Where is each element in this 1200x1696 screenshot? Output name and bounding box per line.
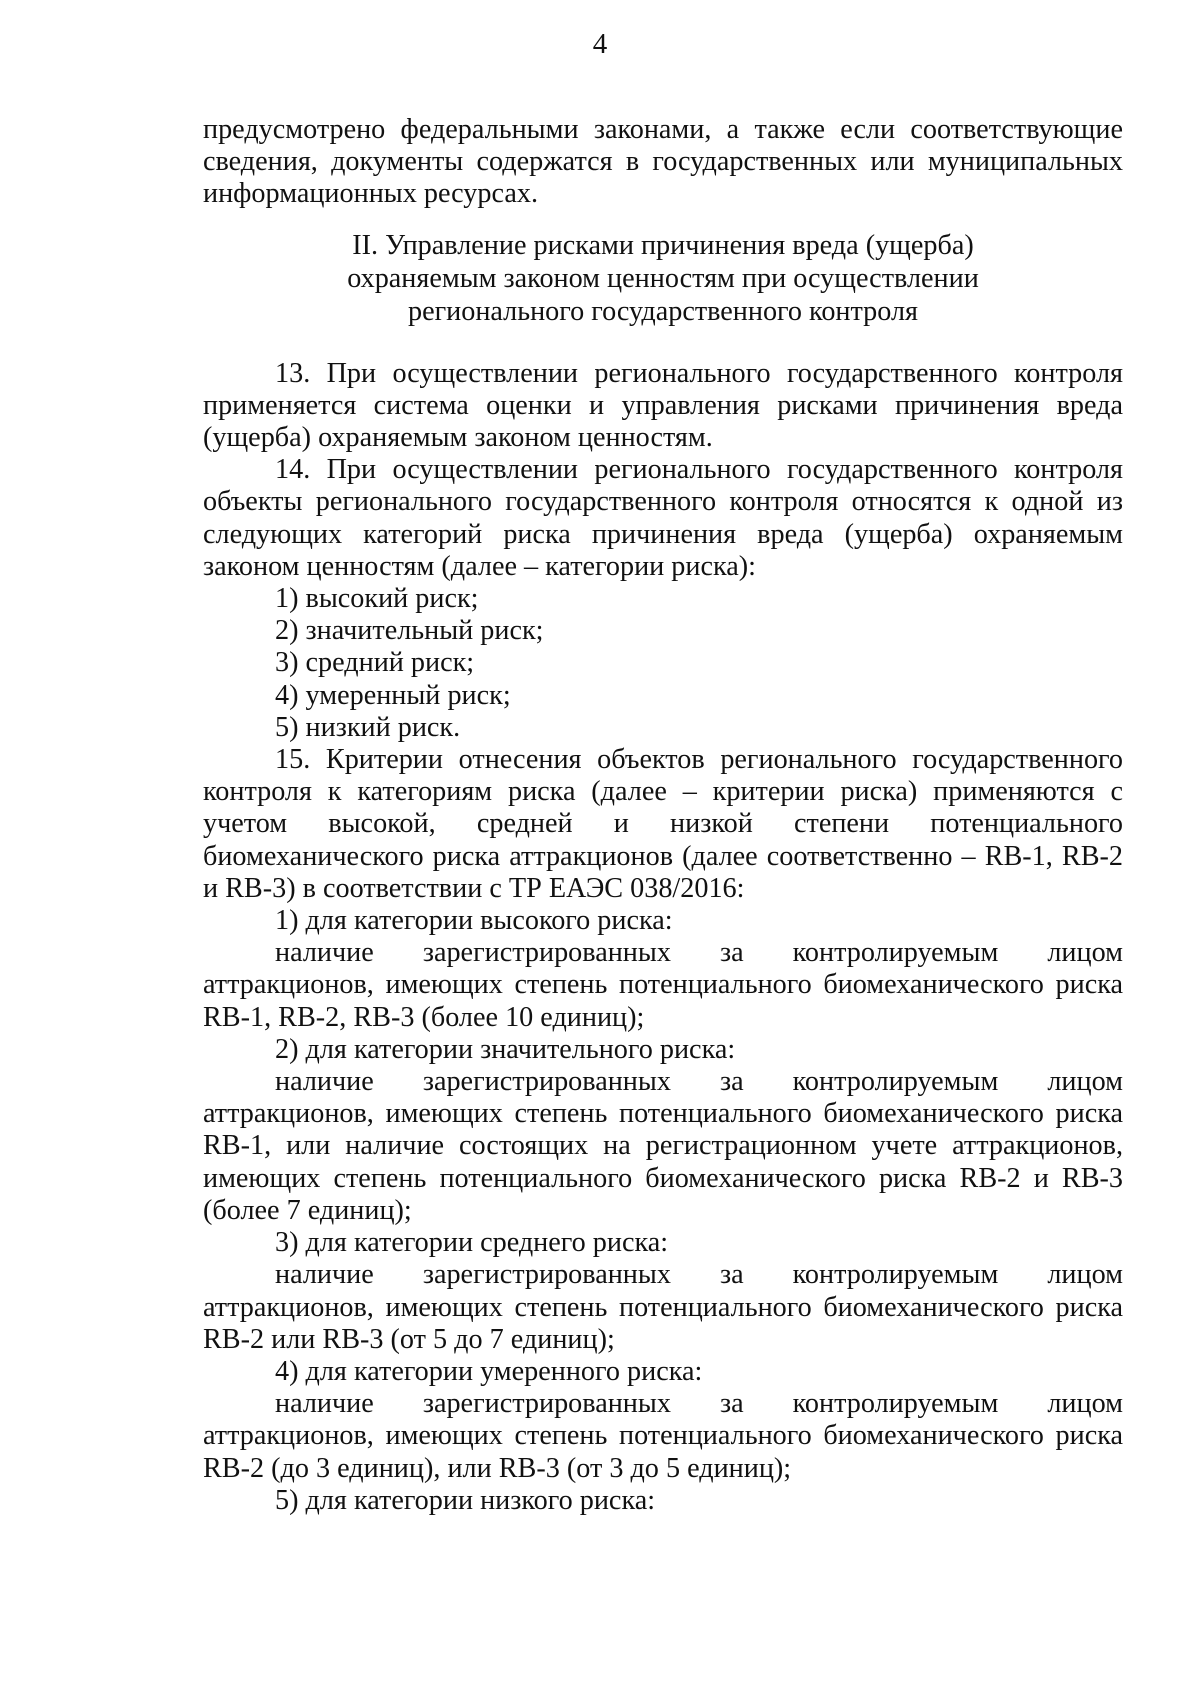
section-title-line: II. Управление рисками причинения вреда (ущерба)	[352, 229, 974, 261]
page-number: 4	[592, 28, 608, 60]
criteria-text: аттракционов, имеющих степень потенциального биомеханического риска RB-1, или наличие состоящих на регистрационном учете аттракционов, имеющих степень потенциального биомеханического риска RB-2 и RB-3 (более 7 единиц);	[203, 1098, 1123, 1226]
criteria-lead: наличие зарегистрированных за контролируемым лицом	[275, 937, 1123, 969]
criteria-lead: наличие зарегистрированных за контролируемым лицом	[275, 1259, 1123, 1291]
risk-category-item: 1) высокий риск;	[275, 583, 479, 615]
paragraph-13: 13. При осуществлении регионального государственного контроля применяется система оценки и управления рисками причинения вреда (ущерба) охраняемым законом ценностям.	[203, 357, 1123, 454]
criteria-lead: наличие зарегистрированных за контролируемым лицом	[275, 1388, 1123, 1420]
risk-category-item: 4) умеренный риск;	[275, 679, 511, 711]
intro-paragraph: предусмотрено федеральными законами, а также если соответствующие сведения, документы содержатся в государственных или муниципальных информационных ресурсах.	[203, 114, 1123, 210]
risk-category-item: 2) значительный риск;	[275, 615, 544, 647]
criteria-heading: 4) для категории умеренного риска:	[275, 1355, 703, 1387]
criteria-text: аттракционов, имеющих степень потенциального биомеханического риска RB-2 или RB-3 (от 5 до 7 единиц);	[203, 1291, 1123, 1355]
criteria-text: аттракционов, имеющих степень потенциального биомеханического риска RB-2 (до 3 единиц), или RB-3 (от 3 до 5 единиц);	[203, 1420, 1123, 1484]
criteria-heading: 2) для категории значительного риска:	[275, 1033, 736, 1065]
criteria-lead: наличие зарегистрированных за контролируемым лицом	[275, 1066, 1123, 1098]
criteria-text: аттракционов, имеющих степень потенциального биомеханического риска RB-1, RB-2, RB-3 (более 10 единиц);	[203, 969, 1123, 1033]
criteria-heading: 5) для категории низкого риска:	[275, 1484, 656, 1516]
paragraph-14: 14. При осуществлении регионального государственного контроля объекты регионального государственного контроля относятся к одной из следующих категорий риска причинения вреда (ущерба) охраняемым законом ценностям (далее – категории риска):	[203, 454, 1123, 582]
paragraph-15: 15. Критерии отнесения объектов регионального государственного контроля к категориям риска (далее – критерии риска) применяются с учетом высокой, средней и низкой степени потенциального биомеханического риска аттракционов (далее соответственно – RB-1, RB-2 и RB-3) в соответствии с ТР ЕАЭС 038/2016:	[203, 744, 1123, 904]
section-title-line: регионального государственного контроля	[407, 295, 919, 327]
document-body	[203, 114, 1123, 1517]
risk-category-item: 5) низкий риск.	[275, 711, 461, 743]
section-title-line: охраняемым законом ценностям при осуществлении	[347, 262, 979, 294]
section-title	[203, 229, 1123, 328]
risk-category-item: 3) средний риск;	[275, 647, 475, 679]
criteria-heading: 3) для категории среднего риска:	[275, 1227, 669, 1259]
criteria-heading: 1) для категории высокого риска:	[275, 905, 673, 937]
